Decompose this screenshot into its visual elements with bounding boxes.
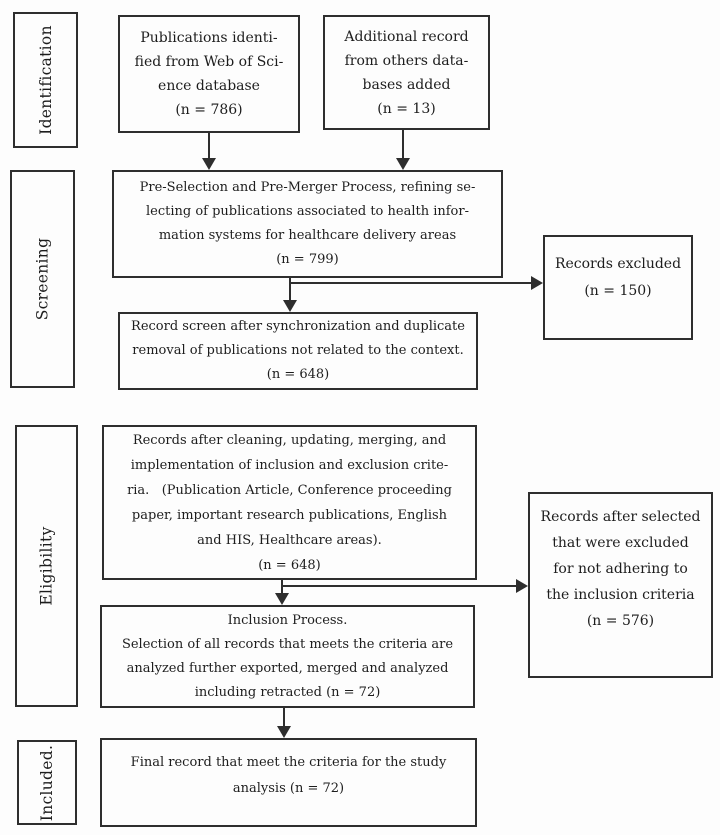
box-records-after-cleaning: Records after cleaning, updating, merging, and implementation of inclusion and exclusion crite- ria. (Publication Article, Conference proceeding paper, important research publications, English and HIS, Healthcare areas). (n = 648) (102, 425, 477, 580)
arrow-wos-to-preselect-line (208, 133, 210, 158)
arrow-wos-to-preselect-head-icon (202, 158, 216, 170)
stage-identification-label: Identification (36, 25, 55, 135)
branch-to-excluded-line (289, 282, 531, 284)
stage-eligibility (15, 425, 78, 707)
box-records-excluded: Records excluded (n = 150) (543, 235, 693, 340)
arrow-inclusion-to-final-line (283, 708, 285, 726)
box-additional-records: Additional record from others data- bases added (n = 13) (323, 15, 490, 130)
stage-screening (10, 170, 75, 388)
box-record-screen: Record screen after synchronization and duplicate removal of publications not related to the context. (n = 648) (118, 312, 478, 390)
stage-identification (13, 12, 78, 148)
arrow-additional-to-preselect-line (402, 130, 404, 158)
stage-screening-label: Screening (33, 237, 52, 321)
box-inclusion-process: Inclusion Process. Selection of all records that meets the criteria are analyzed further exported, merged and analyzed including retracted (n = 72) (100, 605, 475, 708)
arrow-cleaning-to-inclusion-line (281, 580, 283, 594)
stage-eligibility-label: Eligibility (37, 526, 56, 606)
arrow-preselect-to-screen-head-icon (283, 300, 297, 312)
stage-included (17, 740, 77, 825)
branch-to-not-adhering-line (281, 585, 516, 587)
box-excluded-not-adhering: Records after selected that were excluded for not adhering to the inclusion criteria (n = 576) (528, 492, 713, 678)
branch-to-not-adhering-head-icon (516, 579, 528, 593)
branch-to-excluded-head-icon (531, 276, 543, 290)
stage-included-label: Included. (38, 744, 56, 821)
arrow-inclusion-to-final-head-icon (277, 726, 291, 738)
box-preselection-process: Pre-Selection and Pre-Merger Process, refining se- lecting of publications associated to health infor- mation systems for healthcare delivery areas (n = 799) (112, 170, 503, 278)
arrow-cleaning-to-inclusion-head-icon (275, 593, 289, 605)
box-wos-publications: Publications identi- fied from Web of Sci- ence database (n = 786) (118, 15, 300, 133)
box-final-records: Final record that meet the criteria for the study analysis (n = 72) (100, 738, 477, 827)
arrow-additional-to-preselect-head-icon (396, 158, 410, 170)
